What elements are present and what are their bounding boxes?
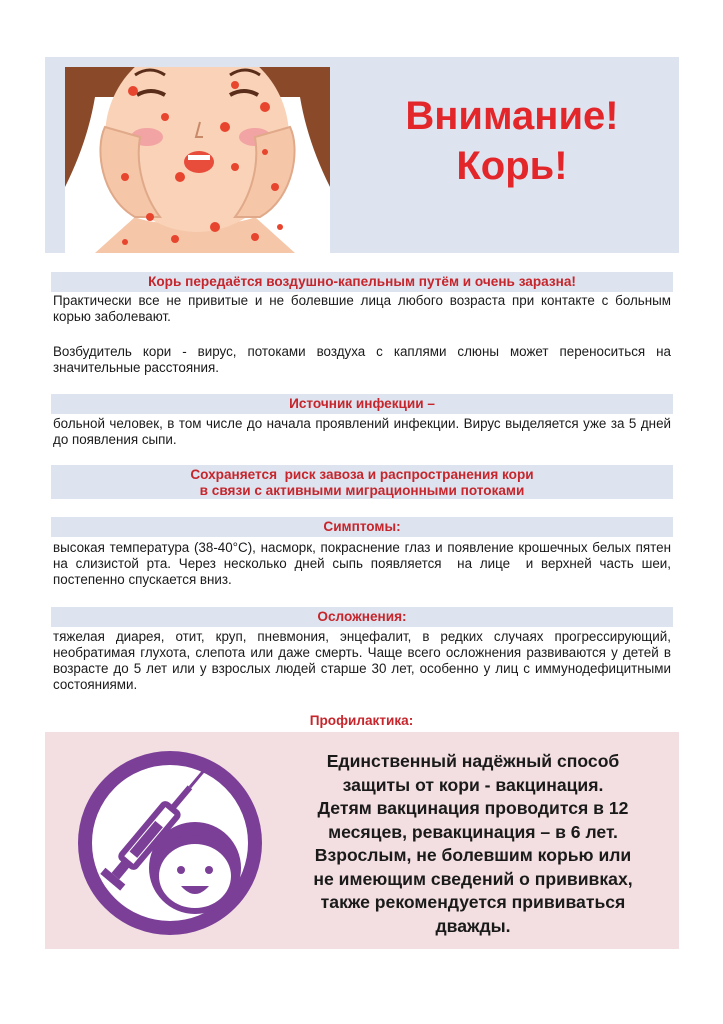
page-title: [345, 91, 679, 191]
vaccination-line: месяцев, ревакцинация – в 6 лет.: [328, 821, 618, 842]
child-vaccination-syringe-icon: [77, 750, 263, 936]
source-paragraph: больной человек, в том числе до начала проявлений инфекции. Вирус выделяется уже за 5 дней до появления сыпи.: [53, 416, 671, 447]
vaccination-line: дважды.: [435, 915, 511, 936]
complications-paragraph: тяжелая диарея, отит, круп, пневмония, энцефалит, в редких случаях прогрессирующий, необратимая глухота, слепота или даже смерть. Чаще всего осложнения развиваются у детей в возрасте до 5 лет или у взрослых людей старше 30 лет, особенно у лиц с иммунодефицитными состояниями.: [53, 629, 671, 692]
migration-heading-line-2: в связи с активными миграционными потоками: [199, 483, 525, 498]
transmission-paragraph-2: Возбудитель кори - вирус, потоками воздуха с каплями слюны может переноситься на значительные расстояния.: [53, 344, 671, 375]
vaccination-line: также рекомендуется прививаться: [320, 892, 626, 912]
title-line-1: Внимание!: [405, 94, 619, 138]
transmission-paragraph-1: Практически все не привитые и не болевшие лица любого возраста при контакте с больным корью заболевают.: [53, 293, 671, 324]
vaccination-line: Детям вакцинация проводится в 12: [317, 798, 629, 818]
header-banner: [45, 57, 679, 253]
vaccination-line: Взрослым, не болевшим корью или: [314, 845, 632, 865]
symptoms-paragraph: высокая температура (38-40°С), насморк, покраснение глаз и появление крошечных белых пятен на слизистой рта. Через несколько дней сыпь появляется на лице и верхней часть шеи, постепенно спускается вниз.: [53, 540, 679, 587]
migration-heading: [51, 465, 673, 499]
complications-heading: Осложнения:: [51, 607, 673, 627]
symptoms-heading: Симптомы:: [51, 517, 673, 537]
source-heading: Источник инфекции –: [51, 394, 673, 414]
vaccination-line: Единственный надёжный способ: [326, 751, 620, 771]
prophylaxis-heading: Профилактика:: [309, 713, 414, 728]
migration-heading-line-1: Сохраняется риск завоза и распространения кори: [190, 467, 534, 482]
vaccination-message: [287, 750, 659, 938]
vaccination-panel: [45, 732, 679, 949]
vaccination-line: защиты от кори - вакцинация.: [342, 774, 604, 795]
vaccination-line: не имеющим сведений о прививках,: [313, 868, 633, 889]
transmission-heading: Корь передаётся воздушно-капельным путём и очень заразна!: [51, 272, 673, 292]
title-line-2: Корь!: [456, 144, 568, 188]
child-with-measles-rash-illustration: [65, 67, 330, 253]
